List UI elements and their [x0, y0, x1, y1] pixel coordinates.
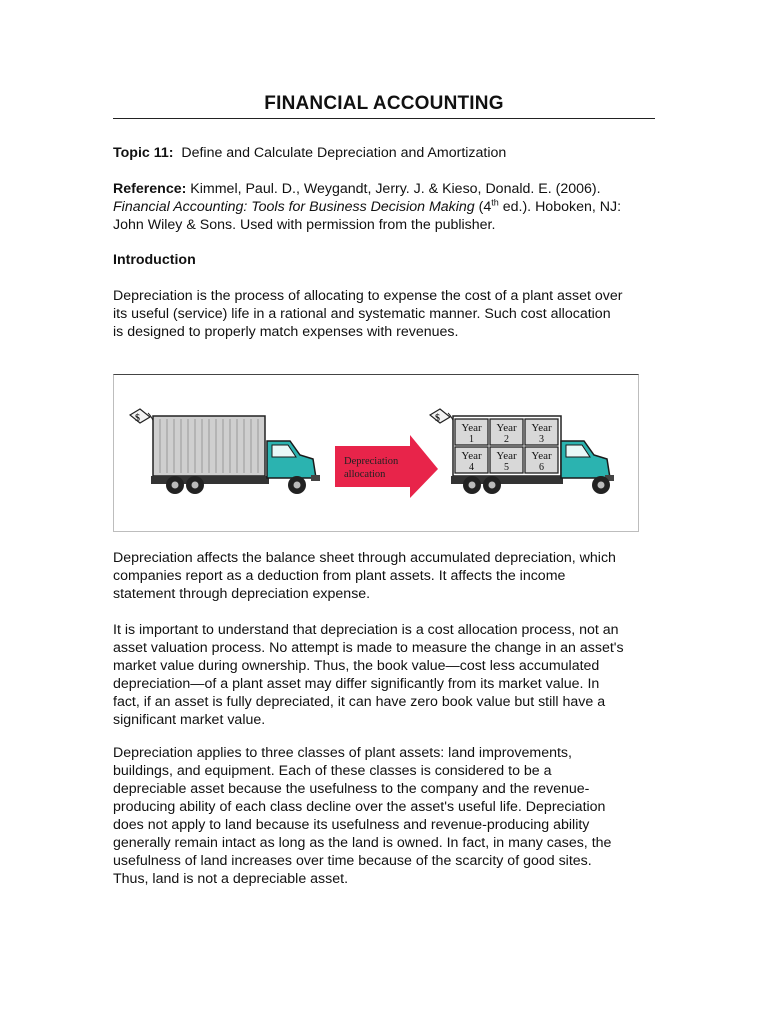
- depreciation-illustration: [114, 375, 638, 531]
- paragraph-3: [113, 621, 658, 729]
- arrow-label-line2: allocation: [344, 469, 386, 480]
- reference-label: Reference:: [113, 181, 187, 197]
- introduction-heading-text: Introduction: [113, 252, 196, 268]
- paragraph-2: [113, 549, 658, 603]
- depreciation-allocation-arrow: [335, 435, 438, 498]
- paragraph-1: [113, 287, 658, 341]
- paragraph-4: [113, 744, 658, 888]
- year-box: [490, 447, 523, 473]
- depreciation-figure: [113, 374, 639, 532]
- reference-book-title: Financial Accounting: Tools for Business Decision Making: [113, 199, 475, 215]
- paragraph-line: Depreciation applies to three classes of plant assets: land improvements,: [113, 745, 572, 761]
- paragraph-line: Thus, land is not a depreciable asset.: [113, 871, 349, 887]
- year-box: [490, 419, 523, 445]
- reference-authors: Kimmel, Paul. D., Weygandt, Jerry. J. & Kieso, Donald. E. (2006).: [190, 181, 601, 197]
- topic-text: Define and Calculate Depreciation and Amortization: [181, 145, 507, 161]
- paragraph-line: statement through depreciation expense.: [113, 586, 371, 602]
- price-tag-symbol: $: [435, 413, 440, 424]
- year-box-number: 6: [539, 462, 544, 473]
- arrow-label-line1: Depreciation: [344, 456, 399, 467]
- year-box-word: Year: [496, 450, 517, 462]
- title-divider: [113, 118, 655, 119]
- price-tag-icon: [430, 409, 450, 423]
- paragraph-line: its useful (service) life in a rational and systematic manner. Such cost allocation: [113, 306, 611, 322]
- year-box: [455, 447, 488, 473]
- paragraph-line: generally remain intact as long as the land is owned. In fact, in many cases, the: [113, 835, 612, 851]
- paragraph-line: depreciable asset because the usefulness to the company and the revenue-: [113, 781, 590, 797]
- year-box-number: 2: [504, 434, 509, 445]
- paragraph-line: depreciation—of a plant asset may differ significantly from its market value. In: [113, 676, 600, 692]
- price-tag-icon: [130, 409, 150, 423]
- paragraph-line: fact, if an asset is fully depreciated, it can have zero book value but still have a: [113, 694, 606, 710]
- paragraph-line: Depreciation affects the balance sheet through accumulated depreciation, which: [113, 550, 616, 566]
- year-box-number: 3: [539, 434, 544, 445]
- paragraph-line: producing ability of each class decline over the asset's useful life. Depreciation: [113, 799, 606, 815]
- reference-edition-sup: th: [491, 197, 499, 208]
- reference-edition-rest: ed.). Hoboken, NJ:: [502, 199, 622, 215]
- year-box-word: Year: [496, 422, 517, 434]
- paragraph-line: asset valuation process. No attempt is made to measure the change in an asset's: [113, 640, 624, 656]
- paragraph-line: companies report as a deduction from plant assets. It affects the income: [113, 568, 566, 584]
- paragraph-line: buildings, and equipment. Each of these classes is considered to be a: [113, 763, 552, 779]
- year-box-word: Year: [531, 422, 552, 434]
- reference-edition-num: 4: [483, 199, 492, 215]
- introduction-heading: [113, 251, 658, 269]
- paragraph-line: usefulness of land increases over time because of the scarcity of good sites.: [113, 853, 592, 869]
- paragraph-line: significant market value.: [113, 712, 266, 728]
- paragraph-line: does not apply to land because its usefulness and revenue-producing ability: [113, 817, 590, 833]
- paragraph-line: It is important to understand that depreciation is a cost allocation process, not an: [113, 622, 619, 638]
- reference-block: Reference: Kimmel, Paul. D., Weygandt, Jerry. J. & Kieso, Donald. E. (2006). Financial Accounting: Tools for Business Decision Making (4th ed.). Hoboken, NJ: John Wiley & Sons. Used with permission from the publisher.: [113, 181, 622, 233]
- paragraph-line: market value during ownership. Thus, the book value—cost less accumulated: [113, 658, 600, 674]
- paragraph-line: Depreciation is the process of allocating to expense the cost of a plant asset over: [113, 288, 623, 304]
- price-tag-symbol: $: [135, 413, 140, 424]
- paragraph-line: is designed to properly match expenses with revenues.: [113, 324, 459, 340]
- year-box-word: Year: [461, 450, 482, 462]
- reference-publisher: John Wiley & Sons. Used with permission from the publisher.: [113, 217, 496, 233]
- year-box-number: 1: [469, 434, 474, 445]
- year-box-number: 5: [504, 462, 509, 473]
- year-box: [525, 419, 558, 445]
- page-title: FINANCIAL ACCOUNTING: [264, 93, 504, 114]
- year-box-word: Year: [531, 450, 552, 462]
- year-box-word: Year: [461, 422, 482, 434]
- truck-full-cost: [130, 409, 320, 494]
- truck-depreciated: [430, 409, 614, 494]
- topic-line: [113, 144, 658, 162]
- year-box: [455, 419, 488, 445]
- year-box-number: 4: [469, 462, 474, 473]
- year-box: [525, 447, 558, 473]
- topic-label: Topic 11:: [113, 145, 174, 161]
